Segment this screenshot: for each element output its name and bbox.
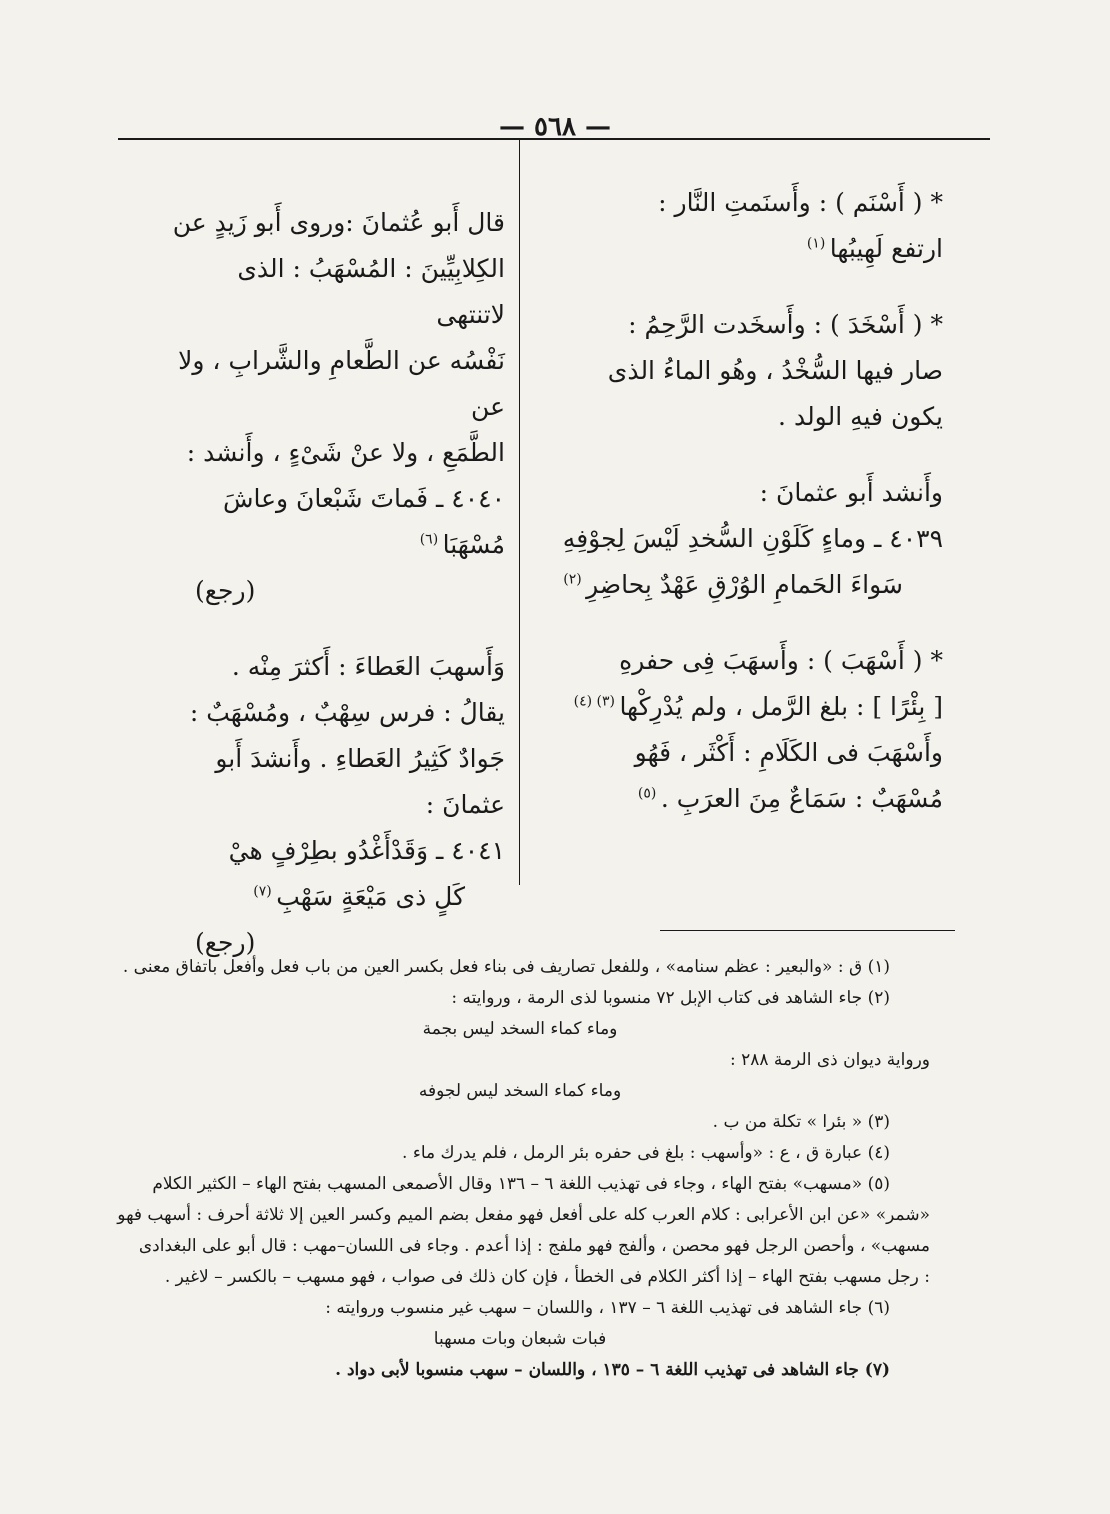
- text-line: [165, 644, 505, 690]
- line-text: كَلٍ ذى مَيْعَةٍ سَهْبِ: [276, 882, 465, 911]
- line-text: ارتفع لَهِيبُها: [829, 234, 943, 263]
- text-line: [165, 338, 505, 430]
- text-line: [548, 226, 943, 272]
- line-text: وأَسْهَبَ فى الكَلَامِ : أَكْثَر ، فَهُو: [634, 738, 943, 767]
- column-divider: [519, 140, 520, 885]
- line-text: يقالُ : فرس سِهْبٌ ، ومُسْهَبٌ :: [189, 698, 505, 727]
- line-text: ٤٠٤٠ ـ فَماتَ شَبْعانَ وعاشَ مُسْهَبَا: [222, 484, 505, 559]
- verse-line: [165, 828, 505, 874]
- footnote-quote: وماء كماء السخد ليس بجمة: [422, 1019, 618, 1039]
- footnote: (٢) جاء الشاهد فى كتاب الإبل ٧٢ منسوبا لذى الرمة ، وروايته :: [451, 988, 890, 1008]
- line-text: * ( أَسْخَدَ ) : وأَسخَدت الرَّحِمُ :: [628, 310, 943, 339]
- ruju-note: [165, 568, 505, 614]
- line-text: سَواءَ الحَمامِ الوُرْقِ عَهْدٌ بِحاضِرِ: [586, 570, 903, 599]
- line-text: نَفْسُه عن الطَّعامِ والشَّرابِ ، ولا عن: [178, 346, 505, 421]
- footnotes: [110, 952, 930, 1386]
- line-text: * ( أَسْنَم ) : وأَسنَمتِ النَّار :: [658, 188, 943, 217]
- footnote-reference: (٧): [253, 883, 277, 900]
- header-rule: [118, 138, 990, 140]
- line-text: (رجع): [195, 576, 256, 605]
- line-text: صار فيها السُّخْدُ ، وهُو الماءُ الذى: [607, 356, 943, 385]
- footnote-rule: [660, 930, 955, 931]
- footnote-reference: (٦): [419, 531, 443, 548]
- left-column: [165, 200, 505, 966]
- footnote: (٧) جاء الشاهد فى تهذيب اللغة ٦ – ١٣٥ ، واللسان – سهب منسوبا لأبى دواد .: [335, 1360, 890, 1380]
- footnote-continuation: مسهب» ، وأحصن الرجل فهو محصن ، وألفج فهو ملفج : إذا أعدم . وجاء فى اللسان–مهب : قال أبو على البغدادى: [138, 1236, 930, 1256]
- verse-line: [165, 874, 505, 920]
- footnote-quote: وماء كماء السخد ليس لجوفه: [418, 1081, 622, 1101]
- text-line: [548, 348, 943, 394]
- verse-line: [548, 516, 943, 562]
- footnote-reference: (٤): [573, 693, 597, 710]
- footnote: (٣) « بئرا » تكلة من ب .: [712, 1112, 890, 1132]
- paragraph-gap: [548, 608, 943, 638]
- text-line: [165, 430, 505, 476]
- footnote-continuation: «شمر» «عن ابن الأعرابى : كلام العرب كله على أفعل فهو مفعل بضم الميم وكسر العين إلا ثلاثة أحرف : أسهب فهو: [117, 1205, 930, 1225]
- line-text: جَوادٌ كَثِيرُ العَطاءِ . وأَنشدَ أَبو عثمانَ :: [215, 744, 505, 819]
- text-line: [548, 638, 943, 684]
- line-text: قال أَبو عُثمانَ :وروى أَبو زَيدٍ عن: [172, 208, 505, 237]
- text-line: [548, 180, 943, 226]
- line-text: وأَنشد أَبو عثمانَ :: [759, 478, 943, 507]
- text-line: [548, 684, 943, 730]
- text-line: [165, 246, 505, 338]
- footnote-reference: (٣): [596, 693, 620, 710]
- footnote-quote: فبات شبعان وبات مسهبا: [433, 1329, 607, 1349]
- verse-line: [548, 562, 943, 608]
- text-line: [548, 730, 943, 776]
- paragraph-gap: [548, 272, 943, 302]
- paragraph-gap: [548, 440, 943, 470]
- line-text: مُسْهَبٌ : سَمَاعٌ مِنَ العرَبِ .: [660, 784, 943, 813]
- line-text: وَأَسهبَ العَطاءَ : أَكثرَ مِنْه .: [231, 652, 505, 681]
- paragraph-gap: [165, 614, 505, 644]
- line-text: [ بِئْرًا ] : بلغ الرَّمل ، ولم يُدْرِكْها: [619, 692, 943, 721]
- footnote-continuation: : رجل مسهب بفتح الهاء – إذا أكثر الكلام فى الخطأ ، فإن كان ذلك فى صواب ، فهو مسهب – بالكسر – لاغير .: [164, 1267, 930, 1287]
- line-text: * ( أَسْهَبَ ) : وأَسهَبَ فِى حفرهِ: [619, 646, 943, 675]
- text-line: [548, 302, 943, 348]
- line-text: يكون فيهِ الولد .: [778, 402, 943, 431]
- right-column: [548, 180, 943, 822]
- line-text: ٤٠٤١ ـ وَقَدْأَغْدُو بطِرْفٍ هيْ: [228, 836, 505, 865]
- text-line: [165, 200, 505, 246]
- page-number: — ٥٦٨ —: [498, 112, 612, 142]
- text-line: [165, 736, 505, 828]
- line-text: ٤٠٣٩ ـ وماءٍ كَلَوْنِ السُّخدِ لَيْسَ لِجوْفِهِ: [562, 524, 943, 553]
- text-line: [165, 690, 505, 736]
- line-text: الكِلابِيِّينَ : المُسْهَبُ : الذى لاتنتهى: [237, 254, 505, 329]
- text-line: [548, 776, 943, 822]
- line-text: (رجع): [195, 928, 256, 957]
- line-text: الطَّمَعِ ، ولا عنْ شَىْءٍ ، وأَنشد :: [186, 438, 505, 467]
- footnote-continuation: ورواية ديوان ذى الرمة ٢٨٨ :: [729, 1050, 930, 1070]
- footnote-reference: (٥): [637, 785, 661, 802]
- footnote: (٥) «مسهب» بفتح الهاء ، وجاء فى تهذيب اللغة ٦ – ١٣٦ وقال الأصمعى المسهب بفتح الهاء – الكثير الكلام: [152, 1174, 890, 1194]
- text-line: [548, 470, 943, 516]
- footnote-reference: (٢): [563, 571, 587, 588]
- text-line: [548, 394, 943, 440]
- footnote: (٦) جاء الشاهد فى تهذيب اللغة ٦ – ١٣٧ ، واللسان – سهب غير منسوب وروايته :: [325, 1298, 890, 1318]
- footnote: (١) ق : «والبعير : عظم سنامه» ، وللفعل تصاريف فى بناء فعل بكسر العين من باب فعل وأفعل باتفاق معنى .: [122, 957, 890, 977]
- verse-line: [165, 476, 505, 568]
- footnote-reference: (١): [806, 235, 830, 252]
- footnote: (٤) عبارة ق ، ع : «وأسهب : بلغ فى حفره بئر الرمل ، فلم يدرك ماء .: [402, 1143, 890, 1163]
